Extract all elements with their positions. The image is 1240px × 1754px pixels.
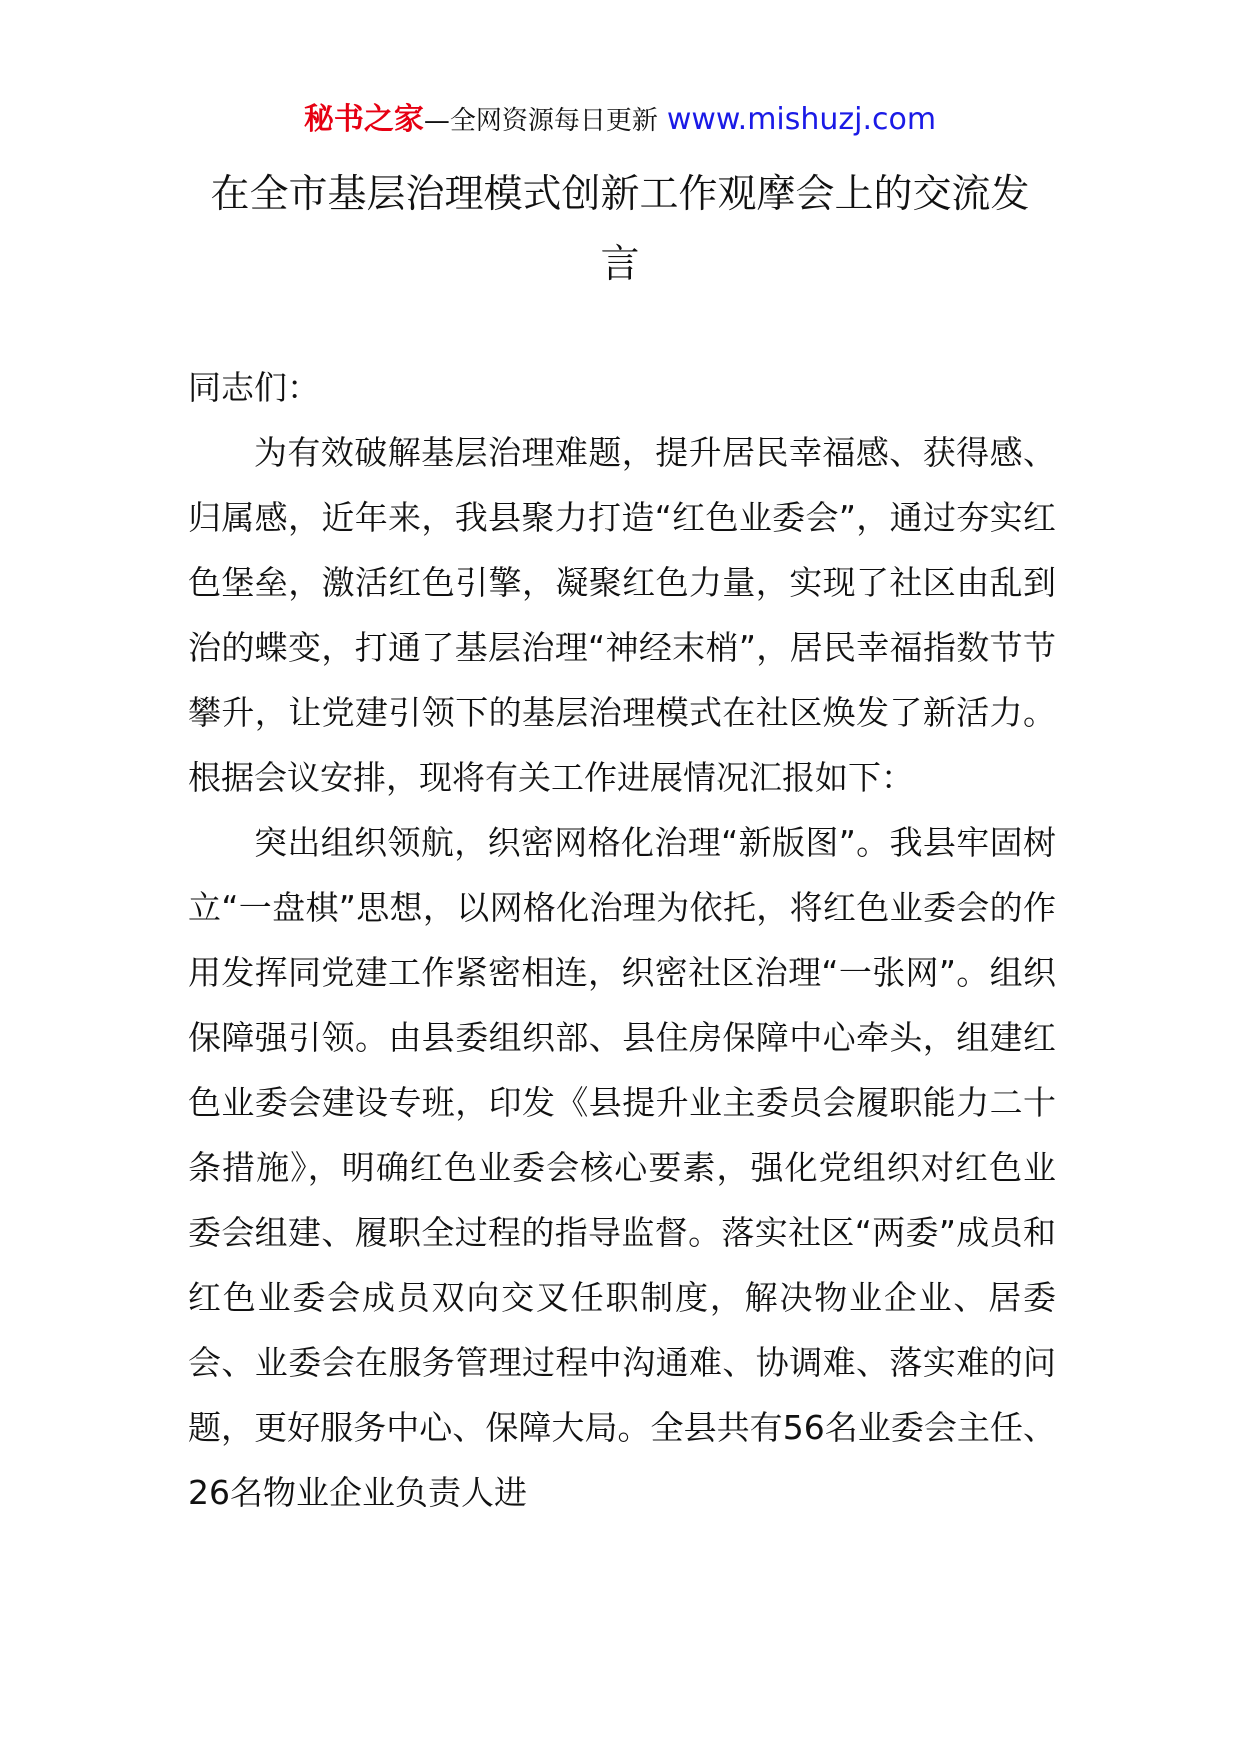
site-tagline: —全网资源每日更新 (423, 106, 658, 136)
salutation: 同志们： (188, 368, 320, 407)
site-url-link[interactable]: www.mishuzj.com (666, 102, 937, 137)
site-brand: 秘书之家 (303, 102, 424, 137)
paragraph-organization: 突出组织领航，织密网格化治理“新版图”。我县牢固树立“一盘棋”思想，以网格化治理为依托，将红色业委会的作用发挥同党建工作紧密相连，织密社区治理“一张网”。组织保障强引领。由县委组织部、县住房保障中心牵头，组建红色业委会建设专班，印发《县提升业主委员会履职能力二十条措施》，明确红色业委会核心要素，强化党组织对红色业委会组建、履职全过程的指导监督。落实社区“两委”成员和红色业委会成员双向交叉任职制度，解决物业企业、居委会、业委会在服务管理过程中沟通难、协调难、落实难的问题，更好服务中心、保障大局。全县共有56名业委会主任、26名物业企业负责人进 (188, 823, 1056, 1512)
document-title: 在全市基层治理模式创新工作观摩会上的交流发言 (210, 172, 1030, 287)
paragraph-intro: 为有效破解基层治理难题，提升居民幸福感、获得感、归属感，近年来，我县聚力打造“红色业委会”，通过夯实红色堡垒，激活红色引擎，凝聚红色力量，实现了社区由乱到治的蝶变，打通了基层治理“神经末梢”，居民幸福指数节节攀升，让党建引领下的基层治理模式在社区焕发了新活力。根据会议安排，现将有关工作进展情况汇报如下： (188, 433, 1056, 797)
document-body (188, 355, 1056, 1525)
site-header (0, 100, 1240, 141)
